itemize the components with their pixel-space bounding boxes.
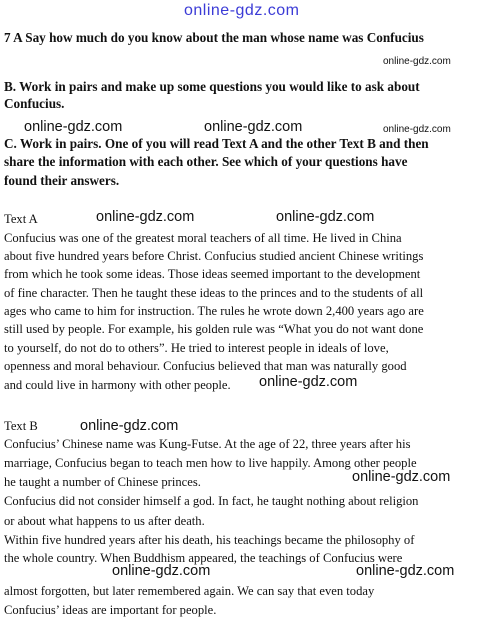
task-c-line-1: C. Work in pairs. One of you will read Text A and the other Text B and then [4,136,429,151]
watermark-text-b-4: online-gdz.com [356,563,455,579]
watermark-text-b-1: online-gdz.com [80,418,179,434]
text-b-heading: Text B [4,419,38,433]
text-a-line: Confucius was one of the greatest moral teachers of all time. He lived in China [4,231,402,245]
watermark-text-a-1: online-gdz.com [96,209,195,225]
task-c-line-2: share the information with each other. See which of your questions have [4,154,408,169]
text-a-line: to yourself, do not do to others”. He tried to interest people in ideals of love, [4,341,389,355]
watermark-text-a-2: online-gdz.com [276,209,375,225]
text-a-line: and could live in harmony with other people. [4,378,231,392]
task-a-heading: 7 A Say how much do you know about the man whose name was Confucius [4,30,424,45]
text-a-heading: Text A [4,212,38,226]
watermark-small-2: online-gdz.com [383,124,451,135]
watermark-text-a-end: online-gdz.com [259,374,358,390]
text-a-line: from which he took some ideas. Those ideas seemed important to the development [4,267,421,281]
text-a-line: about five hundred years before Christ. Confucius studied ancient Chinese writings [4,249,424,263]
text-b-line: Confucius’ ideas are important for people. [4,603,217,617]
watermark-text-b-2: online-gdz.com [352,469,451,485]
watermark-c-left: online-gdz.com [24,119,123,135]
text-a-line: openness and moral behaviour. Confucius believed that man was naturally good [4,359,407,373]
text-b-line: Within five hundred years after his death, his teachings became the philosophy of [4,533,415,547]
text-b-line: Confucius’ Chinese name was Kung-Futse. At the age of 22, three years after his [4,437,411,451]
task-c-line-3: found their answers. [4,173,120,188]
text-a-line: ages who came to him for instruction. The rules he wrote down 2,400 years ago are [4,304,424,318]
text-b-line: almost forgotten, but later remembered again. We can say that even today [4,584,375,598]
text-a-line: still used by people. For example, his golden rule was “What you do not want done [4,322,424,336]
text-b-line: he taught a number of Chinese princes. [4,475,201,489]
text-b-line: or about what happens to us after death. [4,514,205,528]
text-b-line: the whole country. When Buddhism appeared, the teachings of Confucius were [4,551,403,565]
watermark-small-1: online-gdz.com [383,56,451,67]
task-b-line-1: B. Work in pairs and make up some questions you would like to ask about [4,79,420,94]
watermark-top: online-gdz.com [184,2,300,19]
watermark-text-b-3: online-gdz.com [112,563,211,579]
watermark-c-mid: online-gdz.com [204,119,303,135]
text-a-line: of fine character. Then he taught these ideas to the princes and to the students of all [4,286,424,300]
text-b-line: Confucius did not consider himself a god. In fact, he taught nothing about religion [4,494,419,508]
task-b-line-2: Confucius. [4,96,65,111]
text-b-line: marriage, Confucius began to teach men how to live happily. Among other people [4,456,417,470]
